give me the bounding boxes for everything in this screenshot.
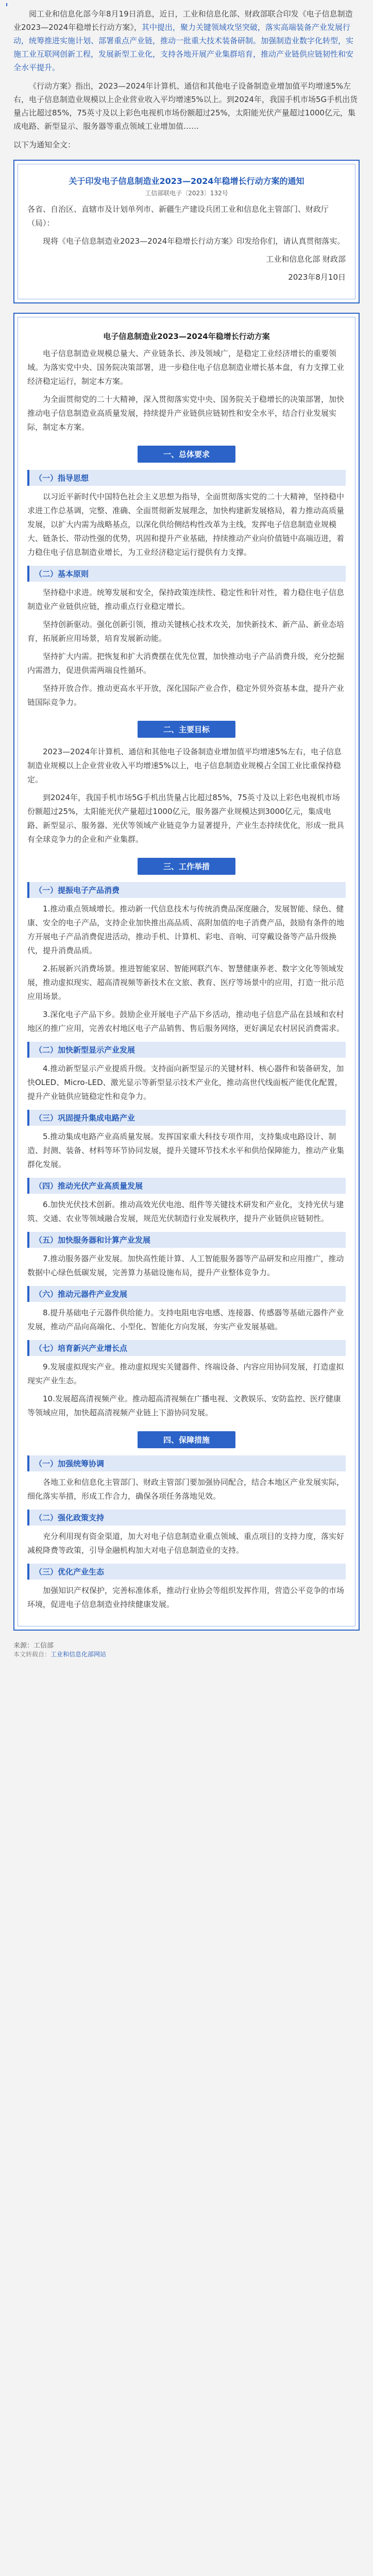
paragraph: 2023—2024年计算机、通信和其他电子设备制造业增加值平均增速5%左右，电子信息制造业规模以上企业营业收入平均增速5%以上，电子信息制造业规模占全国工业比重保持稳定。 <box>27 747 342 784</box>
paragraph: 坚持创新驱动。强化创新引领，推动关键核心技术攻关，加快新技术、新产品、新业态培育，拓展新应用场景，培育发展新动能。 <box>27 620 345 643</box>
reprint-label: 本文转载自： <box>13 1651 51 1658</box>
subsection-heading: （二）加快新型显示产业发展 <box>27 1042 346 1058</box>
notice-title: 关于印发电子信息制造业2023—2024年稳增长行动方案的通知 <box>69 176 304 186</box>
section-heading-1: 一、总体要求 <box>138 446 235 463</box>
paragraph: 6.加快光伏技术创新。推动高效光伏电池、组件等关键技术研发和产业化，支持光伏与建筑、交通、农业等领域融合发展，规范光伏制造行业发展秩序，提升产业链供应链韧性。 <box>27 1200 344 1223</box>
reprint-link[interactable]: 工业和信息化部网站 <box>50 1651 107 1658</box>
paragraph: 5.推动集成电路产业高质量发展。发挥国家重大科技专项作用，支持集成电路设计、制造、封测、装备、材料等环节协同发展，提升关键环节技术水平和供给保障能力，推动产业集群化发展。 <box>27 1132 345 1169</box>
subsection-heading: （四）推动光伏产业高质量发展 <box>27 1178 346 1194</box>
intro-text: 阅工业和信息化部今年8月19日消息，近日，工业和信息化部、财政部联合印发《电子信息制造业2023—2024年稳增长行动方案》， <box>13 9 353 32</box>
source-line: 来源：工信部 <box>13 1642 54 1650</box>
plan-inner <box>18 317 355 1626</box>
paragraph: 7.推动服务器产业发展。加快高性能计算、人工智能服务器等产品研发和应用推广，推动数据中心绿色低碳发展，完善算力基础设施布局，提升产业整体竞争力。 <box>27 1254 344 1277</box>
plan-preface-2: 为全面贯彻党的二十大精神，深入贯彻落实党中央、国务院关于稳增长的决策部署，加快推动电子信息制造业高质量发展，持续提升产业链供应链韧性和安全水平，结合行业发展实际，制定本方案。 <box>27 395 345 432</box>
intro-lead-line: 以下为通知全文： <box>13 140 76 149</box>
paragraph: 2.拓展新兴消费场景。推进智能家居、智能网联汽车、智慧健康养老、数字文化等领域发展，推动虚拟现实、超高清视频等新技术在文旅、教育、医疗等场景中的应用，打造一批示范应用场景。 <box>27 964 345 1001</box>
top-tick-mark <box>6 3 7 6</box>
notice-frame <box>13 160 360 303</box>
section-heading-4: 四、保障措施 <box>138 1431 235 1448</box>
intro-paragraph-1 <box>13 7 360 74</box>
notice-inner <box>18 164 355 299</box>
notice-salutation: 各省、自治区、直辖市及计划单列市、新疆生产建设兵团工业和信息化主管部门、财政厅（局）： <box>27 205 329 228</box>
paragraph: 到2024年，我国手机市场5G手机出货量占比超过85%，75英寸及以上彩色电视机市场份额超过25%，太阳能光伏产量超过1000亿元，服务器产业规模达到3000亿元，集成电路、新型显示、服务器、光伏等领域产业链竞争力显著提升，产业生态持续优化，形成一批具有全球竞争力的企业和产业集群。 <box>27 793 345 844</box>
section-heading-2: 二、主要目标 <box>138 721 235 738</box>
subsection-heading: （一）指导思想 <box>27 470 346 486</box>
paragraph: 8.提升基础电子元器件供给能力。支持电阻电容电感、连接器、传感器等基础元器件产业发展，推动产品向高端化、小型化、智能化方向发展，夯实产业发展基础。 <box>27 1308 344 1331</box>
subsection-heading: （一）加强统筹协调 <box>27 1455 346 1471</box>
paragraph: 以习近平新时代中国特色社会主义思想为指导，全面贯彻落实党的二十大精神，坚持稳中求进工作总基调，完整、准确、全面贯彻新发展理念，加快构建新发展格局，着力推动高质量发展，以扩大内需为战略基点，以深化供给侧结构性改革为主线，发挥电子信息制造业规模大、链条长、带动性强的优势，巩固和提升产业基础，持续推动产业向价值链中高端迈进，着力稳住电子信息制造业增长，为工业经济稳定运行提供有力支撑。 <box>27 492 345 557</box>
paragraph: 加强知识产权保护，完善标准体系，推动行业协会等组织发挥作用，营造公平竞争的市场环境，促进电子信息制造业持续健康发展。 <box>27 1586 345 1609</box>
subsection-heading: （三）优化产业生态 <box>27 1564 346 1580</box>
paragraph: 坚持扩大内需。把恢复和扩大消费摆在优先位置，加快推动电子产品消费升级，充分挖掘内需潜力，促进供需两端良性循环。 <box>27 652 345 675</box>
paragraph: 充分利用现有资金渠道，加大对电子信息制造业重点领域、重点项目的支持力度，落实好减税降费等政策，引导金融机构加大对电子信息制造业的支持。 <box>27 1532 345 1555</box>
paragraph: 坚持稳中求进。统筹发展和安全，保持政策连续性、稳定性和针对性，着力稳住电子信息制造业产业链供应链，推动重点行业稳定增长。 <box>27 588 345 611</box>
intro-highlight: 其中提出，聚力关键领域攻坚突破，落实高端装备产业发展行动，统筹推进实施计划、部署重点产业链，推动一批重大技术装备研制。加强制造业数字化转型，实施工业互联网创新工程，发展新型工业化，支持各地开展产业集群培育，推动产业链供应链韧性和安全水平提升。 <box>13 23 354 72</box>
plan-title: 电子信息制造业2023—2024年稳增长行动方案 <box>103 332 270 341</box>
subsection-heading: （六）推动元器件产业发展 <box>27 1286 346 1302</box>
paragraph: 坚持开放合作。推动更高水平开放，深化国际产业合作，稳定外贸外资基本盘，提升产业链国际竞争力。 <box>27 684 345 707</box>
plan-frame <box>13 313 360 1631</box>
subsection-heading: （二）强化政策支持 <box>27 1510 346 1526</box>
paragraph: 9.发展虚拟现实产业。推动虚拟现实关键器件、终端设备、内容应用协同发展，打造虚拟现实产业生态。 <box>27 1362 344 1385</box>
intro-paragraph-2: 《行动方案》指出，2023—2024年计算机、通信和其他电子设备制造业增加值平均增速5%左右，电子信息制造业规模以上企业营业收入平均增速5%以上。到2024年，我国手机市场5G手机出货量占比超过85%，75英寸及以上彩色电视机市场份额超过25%，太阳能光伏产量超过1000亿元，集成电路、新型显示、服务器等重点领域工业增加值…… <box>13 81 358 131</box>
section-heading-3: 三、工作举措 <box>138 858 235 875</box>
paragraph: 1.推动重点领域增长。推动新一代信息技术与传统消费品深度融合，发展智能、绿色、健康、安全的电子产品，支持企业加快推出高品质、高附加值的电子消费产品，鼓励有条件的地方开展电子产品消费促进活动，推动手机、计算机、彩电、音响、可穿戴设备等产品升级换代，提升消费品质。 <box>27 904 345 955</box>
notice-body: 现将《电子信息制造业2023—2024年稳增长行动方案》印发给你们，请认真贯彻落实。 <box>43 236 345 246</box>
paragraph: 4.推动新型显示产业提质升级。支持面向新型显示的关键材料、核心器件和装备研发，加快OLED、Micro-LED、激光显示等新型显示技术产业化，推动高世代线面板产能优化配置，提升产业链供应链稳定性和竞争力。 <box>27 1064 344 1101</box>
subsection-heading: （二）基本原则 <box>27 566 346 582</box>
paragraph: 各地工业和信息化主管部门、财政主管部门要加强协同配合，结合本地区产业发展实际，细化落实举措，形成工作合力，确保各项任务落地见效。 <box>27 1478 345 1501</box>
subsection-heading: （一）提振电子产品消费 <box>27 882 346 898</box>
paragraph: 10.发展超高清视频产业。推动超高清视频在广播电视、文教娱乐、安防监控、医疗健康等领域应用，加快超高清视频产业链上下游协同发展。 <box>27 1394 341 1417</box>
subsection-heading: （三）巩固提升集成电路产业 <box>27 1110 346 1126</box>
subsection-heading: （五）加快服务器和计算产业发展 <box>27 1232 346 1248</box>
reprint-note <box>13 1650 360 1658</box>
notice-number: 工信部联电子〔2023〕132号 <box>145 190 228 197</box>
notice-date: 2023年8月10日 <box>288 273 346 282</box>
plan-preface-1: 电子信息制造业规模总量大、产业链条长、涉及领域广，是稳定工业经济增长的重要领域。为落实党中央、国务院决策部署，进一步稳住电子信息制造业增长基本盘，有力支撑工业经济稳定运行，制定本方案。 <box>27 349 345 386</box>
paragraph: 3.深化电子产品下乡。鼓励企业开展电子产品下乡活动，推动电子信息产品在县域和农村地区的推广应用，完善农村地区电子产品销售、售后服务网络，更好满足农村居民消费需求。 <box>27 1010 345 1033</box>
subsection-heading: （七）培育新兴产业增长点 <box>27 1340 346 1356</box>
notice-signature: 工业和信息化部 财政部 <box>266 255 346 264</box>
